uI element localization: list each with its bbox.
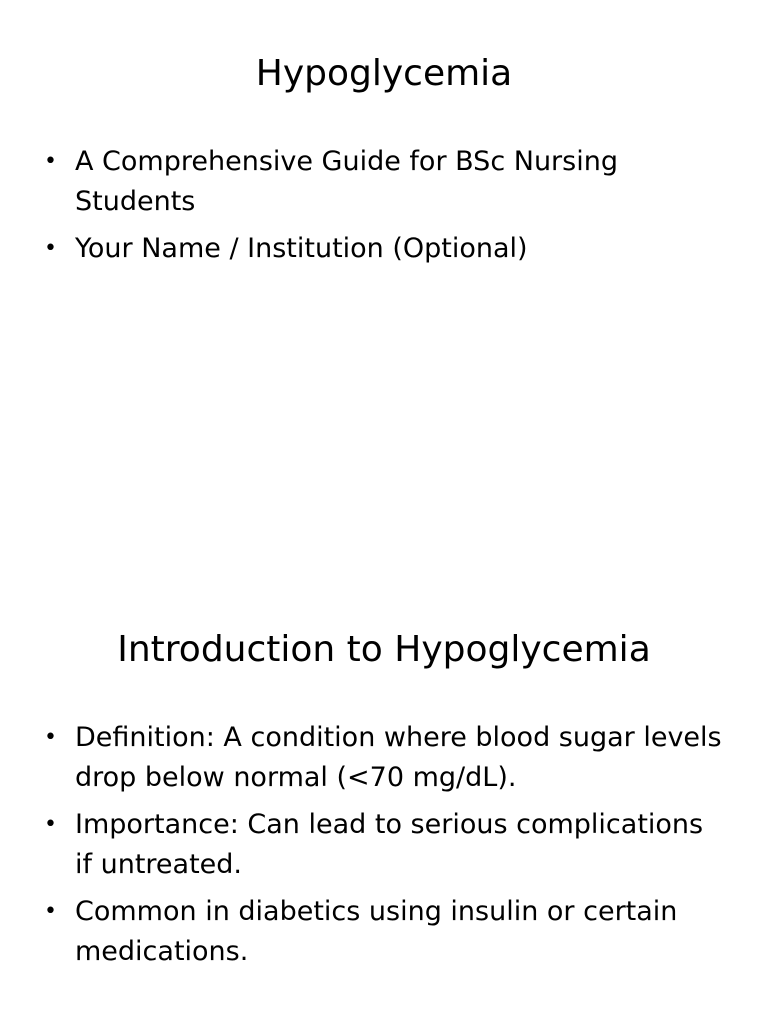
bullet-text: Definition: A condition where blood sugar levels drop below normal (<70 mg/dL).	[75, 722, 722, 793]
bullet-list	[0, 718, 768, 979]
bullet-item	[0, 805, 768, 885]
slide-title: Hypoglycemia	[255, 53, 513, 94]
bullet-text: A Comprehensive Guide for BSc Nursing Students	[75, 146, 618, 217]
slide-title: Introduction to Hypoglycemia	[117, 629, 651, 670]
bullet-icon: •	[44, 812, 57, 837]
bullet-text: Your Name / Institution (Optional)	[75, 233, 528, 264]
bullet-item	[0, 718, 768, 798]
bullet-text: Importance: Can lead to serious complications if untreated.	[75, 809, 704, 880]
bullet-item	[0, 892, 768, 972]
bullet-icon: •	[44, 236, 57, 261]
bullet-item	[0, 229, 768, 269]
bullet-icon: •	[44, 725, 57, 750]
bullet-icon: •	[44, 149, 57, 174]
bullet-item	[0, 142, 768, 222]
bullet-text: Common in diabetics using insulin or certain medications.	[75, 896, 678, 967]
bullet-list	[0, 142, 768, 276]
slide-introduction	[0, 576, 768, 1024]
bullet-icon: •	[44, 899, 57, 924]
